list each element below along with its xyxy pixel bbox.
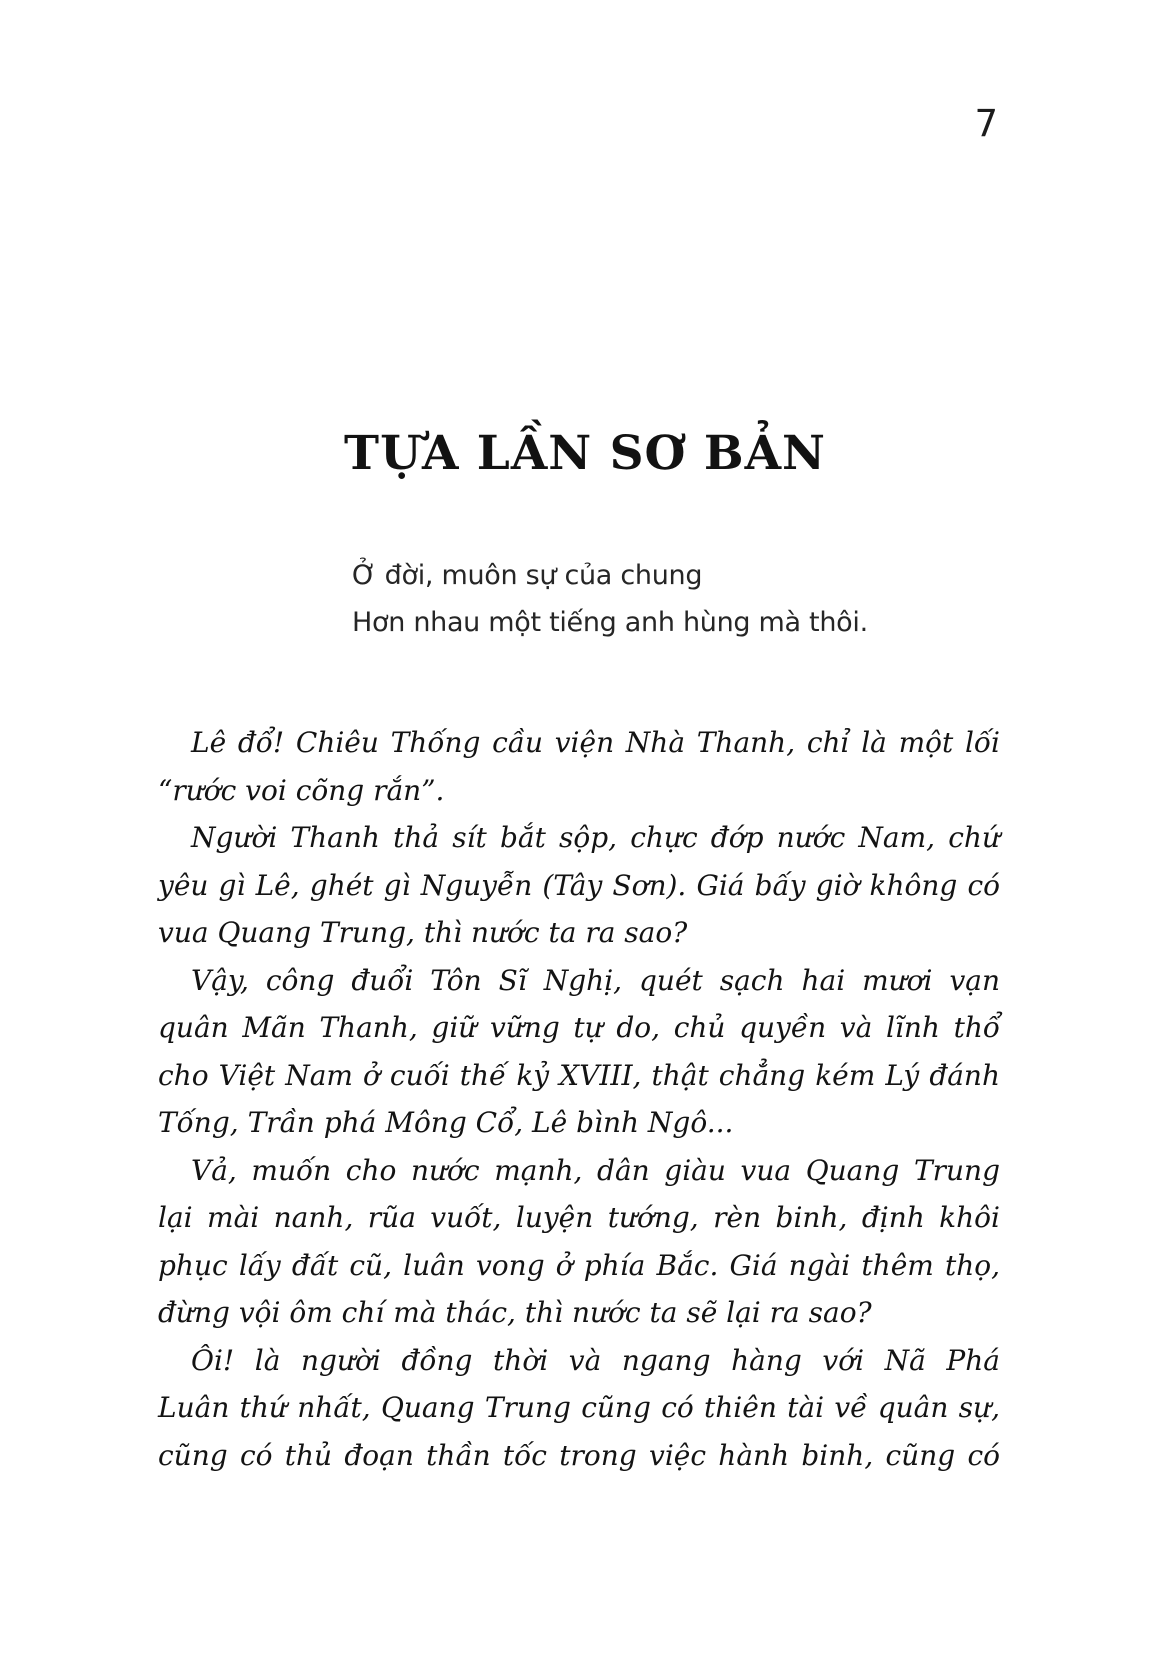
paragraph [158, 719, 1000, 814]
body-line: cho Việt Nam ở cuối thế kỷ XVIII, thật chẳng kém Lý đánh [158, 1058, 1000, 1092]
epigraph [352, 552, 868, 646]
body-line: “rước voi cõng rắn”. [158, 773, 445, 807]
body-line: đừng vội ôm chí mà thác, thì nước ta sẽ lại ra sao? [158, 1296, 872, 1329]
epigraph-line: Hơn nhau một tiếng anh hùng mà thôi. [352, 607, 868, 638]
body-line: Vả, muốn cho nước mạnh, dân giàu vua Quang Trung [191, 1153, 1000, 1187]
body-line: Tống, Trần phá Mông Cổ, Lê bình Ngô... [158, 1106, 734, 1139]
page-number: 7 [974, 102, 998, 145]
paragraph [158, 957, 1000, 1147]
paragraph [158, 814, 1000, 957]
body-line: vua Quang Trung, thì nước ta ra sao? [158, 916, 688, 949]
body-line: lại mài nanh, rũa vuốt, luyện tướng, rèn binh, định khôi [158, 1201, 1000, 1234]
body-line: quân Mãn Thanh, giữ vững tự do, chủ quyền và lĩnh thổ [158, 1011, 1000, 1044]
epigraph-line: Ở đời, muôn sự của chung [352, 560, 703, 591]
body-line: Luân thứ nhất, Quang Trung cũng có thiên tài về quân sự, [158, 1391, 1000, 1424]
body-line: Ôi! là người đồng thời và ngang hàng với Nã Phá [191, 1343, 1000, 1377]
paragraph [158, 1337, 1000, 1480]
body-paragraphs [158, 719, 1000, 1479]
chapter-title: TỰA LẦN SƠ BẢN [343, 426, 827, 482]
paragraph [158, 1147, 1000, 1337]
body-line: Lê đổ! Chiêu Thống cầu viện Nhà Thanh, chỉ là một lối [191, 726, 1000, 759]
body-line: Vậy, công đuổi Tôn Sĩ Nghị, quét sạch hai mươi vạn [191, 963, 1000, 997]
body-line: Người Thanh thả sít bắt sộp, chực đớp nước Nam, chứ [191, 821, 1000, 854]
body-line: cũng có thủ đoạn thần tốc trong việc hành binh, cũng có [158, 1438, 1000, 1472]
body-line: yêu gì Lê, ghét gì Nguyễn (Tây Sơn). Giá bấy giờ không có [158, 868, 1000, 902]
body-line: phục lấy đất cũ, luân vong ở phía Bắc. Giá ngài thêm thọ, [158, 1248, 1000, 1282]
